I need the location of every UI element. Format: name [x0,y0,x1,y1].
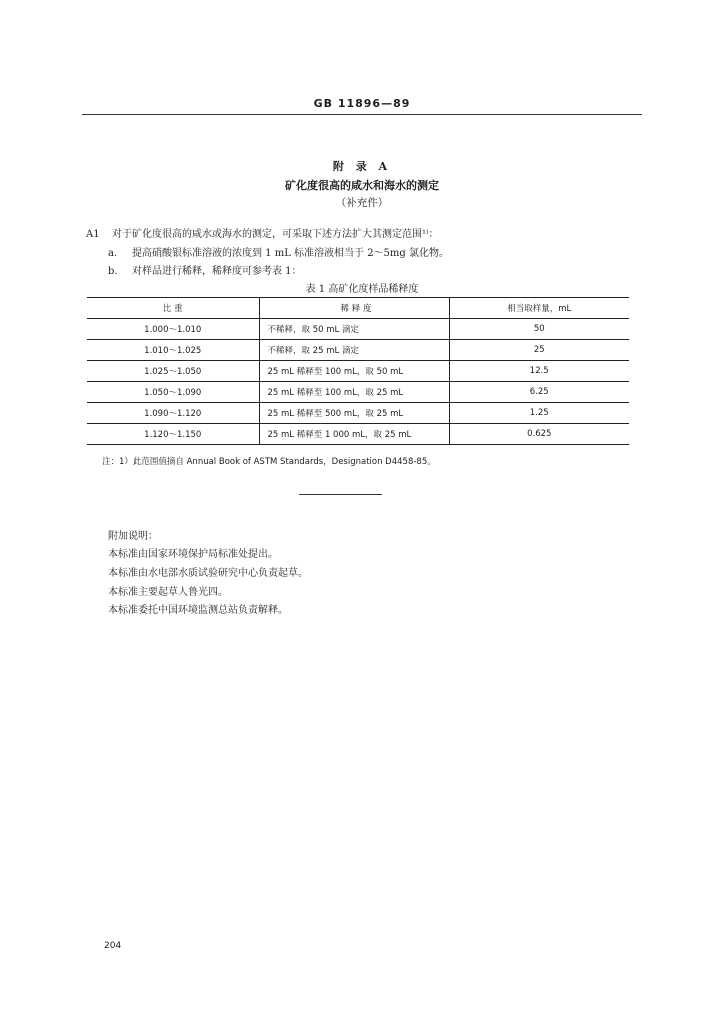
dilution-table [87,297,629,445]
table-header-row [87,298,629,319]
table-cell: 25 mL 稀释至 100 mL，取 50 mL [259,361,449,382]
paragraph-b [108,262,302,277]
table-cell: 1.010～1.025 [144,346,202,356]
table-cell: 1.025～1.050 [144,367,202,377]
appendix-label: 附 录 A [332,160,392,173]
table-row [87,361,629,382]
table-cell: 25 [533,345,545,355]
table-cell: 50 [533,324,545,334]
table-cell: 25 mL 稀释至 1 000 mL，取 25 mL [259,424,449,445]
paragraph-a [108,244,449,259]
additional-note-line: 本标准委托中国环境监测总站负责解释。 [108,605,288,616]
additional-note-line: 本标准主要起草人鲁光四。 [108,587,228,598]
table-cell: 25 mL 稀释至 500 mL，取 25 mL [259,403,449,424]
table-cell: 0.625 [527,429,552,439]
paragraph-text: 对于矿化度很高的咸水或海水的测定，可采取下述方法扩大其测定范围¹⁾： [112,229,439,240]
additional-notes-heading: 附加说明： [108,531,158,542]
table-row [87,340,629,361]
section-end-rule [299,494,382,495]
paragraph-text: 提高硝酸银标准溶液的浓度到 1 mL 标准溶液相当于 2～5mg 氯化物。 [132,248,449,259]
additional-note-line: 本标准由水电部水质试验研究中心负责起草。 [108,568,308,579]
table-cell: 12.5 [529,366,549,376]
paragraph-number: A1 [86,229,100,240]
paragraph-number: a. [108,248,118,259]
column-header-dilution: 稀 释 度 [259,298,449,319]
appendix-title: 矿化度很高的咸水和海水的测定 [285,179,439,192]
table-row [87,319,629,340]
table-caption: 表 1 高矿化度样品稀释度 [305,284,419,295]
header-rule [82,114,642,115]
table-cell: 不稀释，取 50 mL 滴定 [259,319,449,340]
table-footnote: 注：1）此范围值摘自 Annual Book of ASTM Standards，Designation D4458-85。 [102,457,436,467]
paragraph-a1 [86,225,438,240]
column-header-sample-volume: 相当取样量，mL [507,304,572,314]
table-row [87,403,629,424]
table-cell: 1.120～1.150 [144,430,202,440]
table-cell: 1.050～1.090 [144,388,202,398]
paragraph-number: b. [108,266,118,277]
table-cell: 25 mL 稀释至 100 mL，取 25 mL [259,382,449,403]
paragraph-text: 对样品进行稀释，稀释度可参考表 1： [132,266,302,277]
page-number: 204 [104,941,122,951]
table-cell: 不稀释，取 25 mL 滴定 [259,340,449,361]
table-cell: 6.25 [529,387,549,397]
table-cell: 1.000～1.010 [144,325,202,335]
table-row [87,424,629,445]
standard-code: GB 11896—89 [313,97,411,110]
table-cell: 1.090～1.120 [144,409,202,419]
appendix-subtitle: （补充件） [335,197,389,209]
table-row [87,382,629,403]
column-header-specific-gravity: 比 重 [162,304,183,314]
table-cell: 1.25 [529,408,549,418]
additional-note-line: 本标准由国家环境保护局标准处提出。 [108,549,278,560]
